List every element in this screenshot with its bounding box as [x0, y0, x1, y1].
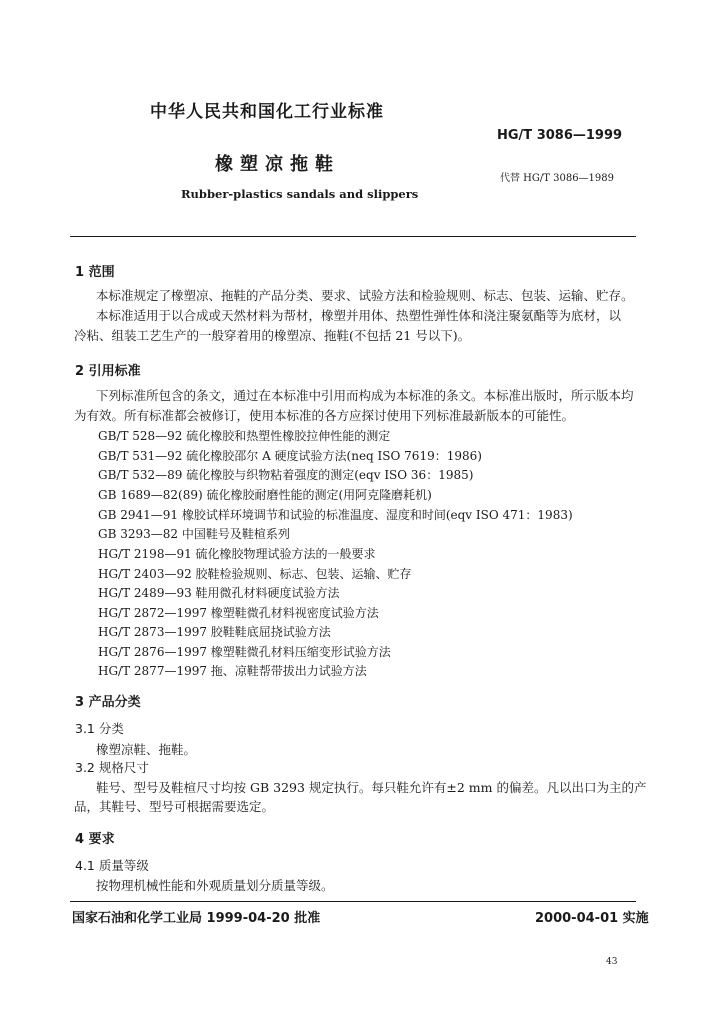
- reference-item: HG/T 2489—93 鞋用微孔材料硬度试验方法: [98, 586, 340, 600]
- section-1-paragraph-1: 本标准规定了橡塑凉、拖鞋的产品分类、要求、试验方法和检验规则、标志、包装、运输、贮存。: [96, 288, 634, 303]
- approval-statement: 国家石油和化学工业局 1999-04-20 批准: [72, 911, 321, 926]
- reference-item: GB/T 531—92 硫化橡胶邵尔 A 硬度试验方法(neq ISO 7619：1986): [98, 449, 482, 463]
- document-title: 橡塑凉拖鞋: [215, 154, 340, 175]
- reference-item: HG/T 2872—1997 橡塑鞋微孔材料视密度试验方法: [98, 606, 379, 620]
- section-3-1-heading: 3.1 分类: [75, 721, 124, 736]
- section-3-2-heading: 3.2 规格尺寸: [75, 760, 149, 775]
- reference-item: HG/T 2403—92 胶鞋检验规则、标志、包装、运输、贮存: [98, 567, 412, 581]
- reference-item: GB 3293—82 中国鞋号及鞋楦系列: [98, 527, 290, 541]
- english-title: Rubber-plastics sandals and slippers: [181, 187, 419, 201]
- section-3-heading: 3 产品分类: [75, 695, 141, 710]
- section-3-2-paragraph-cont: 品，其鞋号、型号可根据需要选定。: [74, 799, 275, 814]
- footer-divider: [70, 901, 636, 902]
- implementation-date: 2000-04-01 实施: [535, 911, 649, 926]
- reference-item: GB 1689—82(89) 硫化橡胶耐磨性能的测定(用阿克隆磨耗机): [98, 488, 432, 502]
- section-1-paragraph-2: 本标准适用于以合成或天然材料为帮材，橡塑并用体、热塑性弹性体和浇注聚氨酯等为底材，以: [96, 308, 622, 323]
- reference-item: HG/T 2873—1997 胶鞋鞋底屈挠试验方法: [98, 625, 331, 639]
- section-2-heading: 2 引用标准: [75, 364, 141, 379]
- reference-item: GB/T 528—92 硫化橡胶和热塑性橡胶拉伸性能的测定: [98, 429, 391, 443]
- issuing-organization: 中华人民共和国化工行业标准: [150, 102, 384, 122]
- section-3-1-text: 橡塑凉鞋、拖鞋。: [96, 742, 197, 757]
- reference-item: GB/T 532—89 硫化橡胶与织物粘着强度的测定(eqv ISO 36：1985): [98, 468, 474, 482]
- section-2-paragraph-cont: 为有效。所有标准都会被修订，使用本标准的各方应探讨使用下列标准最新版本的可能性。: [74, 408, 575, 423]
- section-1-heading: 1 范围: [75, 265, 115, 280]
- standard-number: HG/T 3086—1999: [497, 128, 623, 143]
- reference-item: GB 2941—91 橡胶试样环境调节和试验的标准温度、湿度和时间(eqv ISO 471：1983): [98, 508, 573, 522]
- section-3-2-paragraph: 鞋号、型号及鞋楦尺寸均按 GB 3293 规定执行。每只鞋允许有±2 mm 的偏差。凡以出口为主的产: [96, 780, 647, 795]
- replaces-standard: 代替 HG/T 3086—1989: [500, 173, 615, 184]
- header-divider: [70, 236, 636, 237]
- page-number: 43: [606, 957, 618, 967]
- section-4-1-heading: 4.1 质量等级: [75, 858, 149, 873]
- section-2-paragraph: 下列标准所包含的条文，通过在本标准中引用而构成为本标准的条文。本标准出版时，所示版本均: [96, 388, 634, 403]
- section-4-1-text: 按物理机械性能和外观质量划分质量等级。: [96, 878, 334, 893]
- section-4-heading: 4 要求: [75, 832, 115, 847]
- section-1-paragraph-2-cont: 冷粘、组装工艺生产的一般穿着用的橡塑凉、拖鞋(不包括 21 号以下)。: [74, 328, 471, 343]
- reference-item: HG/T 2198—91 硫化橡胶物理试验方法的一般要求: [98, 547, 376, 561]
- reference-item: HG/T 2876—1997 橡塑鞋微孔材料压缩变形试验方法: [98, 645, 391, 659]
- reference-item: HG/T 2877—1997 拖、凉鞋帮带拔出力试验方法: [98, 664, 367, 678]
